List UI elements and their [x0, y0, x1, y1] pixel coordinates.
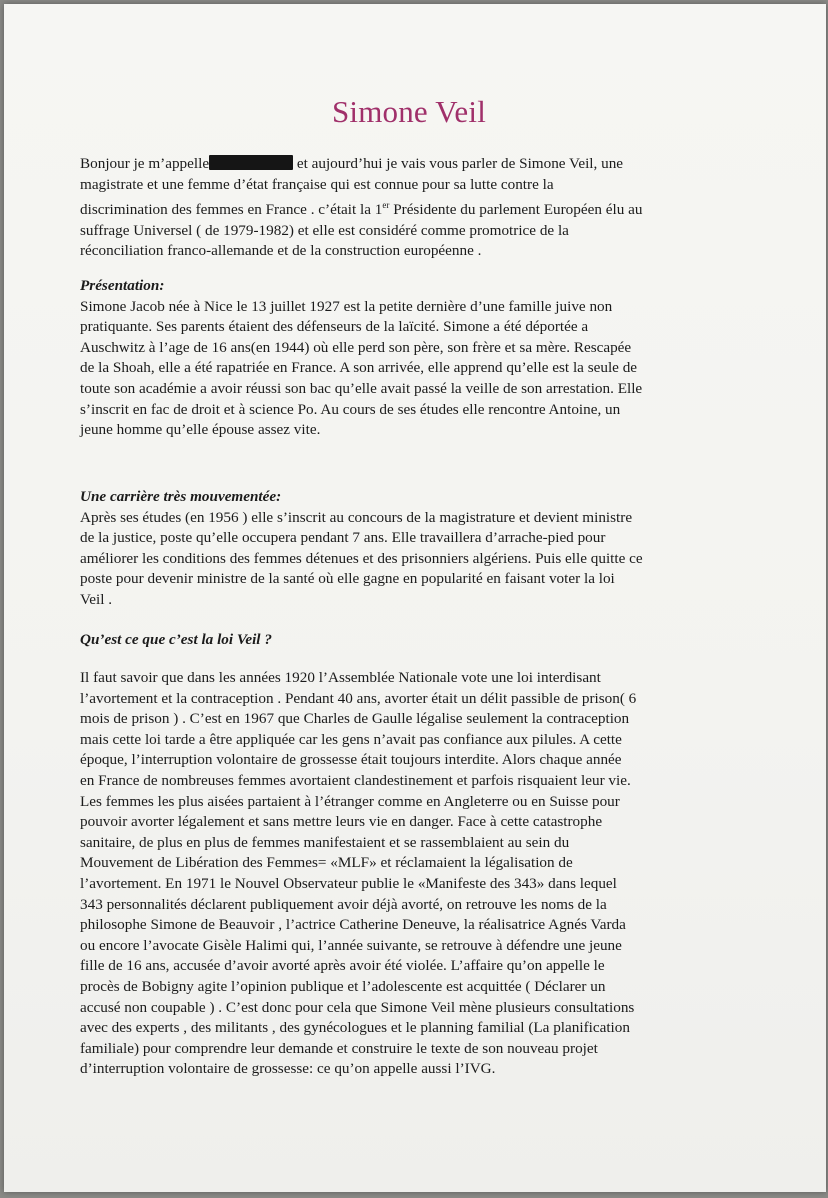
text-line: poste pour devenir ministre de la santé où elle gagne en popularité en faisant voter la loi [80, 570, 615, 588]
text-line: en France de nombreuses femmes avortaient clandestinement et parfois risquaient leur vie. [80, 771, 631, 789]
redacted-name [209, 155, 293, 170]
text-line: d’interruption volontaire de grossesse: ce qu’on appelle aussi l’IVG. [80, 1060, 496, 1078]
text-line: Simone Jacob née à Nice le 13 juillet 1927 est la petite dernière d’une famille juive non [80, 297, 613, 315]
text-line: mais cette loi tarde a être appliquée car les gens n’avait pas confiance aux pilules. A cette [80, 730, 622, 748]
text-line: Les femmes les plus aisées partaient à l’étranger comme en Angleterre ou en Suisse pour [80, 792, 620, 810]
text-line: fille de 16 ans, accusée d’avoir avorté après avoir été violée. L’affaire qu’on appelle le [80, 957, 605, 975]
text-line: jeune homme qu’elle épouse assez vite. [80, 421, 321, 439]
section-heading: Présentation: [80, 277, 165, 294]
text-line: 343 personnalités déclarent publiquement avoir déjà avorté, on retrouve les noms de la [80, 895, 607, 913]
intro-line: suffrage Universel ( de 1979-1982) et elle est considéré comme promotrice de la [80, 221, 569, 239]
text-line: Il faut savoir que dans les années 1920 l’Assemblée Nationale vote une loi interdisant [80, 669, 601, 686]
text-line: toute son académie a avoir réussi son bac qu’elle avait passé la veille de son arrestation. Elle [80, 379, 643, 397]
text-line: familiale) pour comprendre leur demande et construire le texte de son nouveau projet [80, 1039, 598, 1057]
presentation-text [80, 297, 740, 441]
text-line: époque, l’interruption volontaire de grossesse était toujours interdite. Alors chaque année [80, 751, 622, 769]
text-line: pratiquante. Ses parents étaient des défenseurs de la laïcité. Simone a été déportée a [80, 318, 589, 336]
text-line: l’avortement et la contraception . Pendant 40 ans, avorter était un délit passible de prison( 6 [80, 689, 637, 707]
text-line: Mouvement de Libération des Femmes= «MLF» et réclamaient la légalisation de [80, 854, 573, 872]
text-line: sanitaire, de plus en plus de femmes manifestaient et se rassemblaient au sein du [80, 833, 570, 851]
intro-paragraph [80, 154, 740, 262]
text-line: de la Shoah, elle a été rapatriée en France. A son arrivée, elle apprend qu’elle est la seule de [80, 359, 638, 377]
intro-line: discrimination des femmes en France . c’était la 1er Présidente du parlement Européen élu au [80, 200, 643, 219]
text-line: philosophe Simone de Beauvoir , l’actrice Catherine Deneuve, la réalisatrice Agnés Varda [80, 916, 626, 934]
text-line: Après ses études (en 1956 ) elle s’inscrit au concours de la magistrature et devient ministre [80, 508, 633, 526]
career-text [80, 508, 740, 611]
presentation-section [80, 276, 740, 441]
text-line: améliorer les conditions des femmes détenues et des prisonniers algériens. Puis elle quitte ce [80, 549, 643, 567]
text-line: l’avortement. En 1971 le Nouvel Observateur publie le «Manifeste des 343» dans lequel [80, 874, 617, 892]
intro-line: réconciliation franco-allemande et de la construction européenne . [80, 242, 482, 260]
text-line: procès de Bobigny agite l’opinion publique et l’adolescente est acquittée ( Déclarer un [80, 977, 606, 995]
loi-text [80, 668, 740, 1080]
intro-line: magistrate et une femme d’état française qui est connue pour sa lutte contre la [80, 175, 554, 193]
text-line: pouvoir avorter légalement et sans mettre leurs vie en danger. Face à cette catastrophe [80, 813, 603, 831]
loi-section [80, 668, 740, 1080]
text-line: Auschwitz à l’age de 16 ans(en 1944) où elle perd son père, son frère et sa mère. Rescapée [80, 338, 632, 356]
text-line: mois de prison ) . C’est en 1967 que Charles de Gaulle légalise seulement la contraception [80, 710, 630, 728]
text-line: ou encore l’avocate Gisèle Halimi qui, l’année suivante, se retrouve à défendre une jeune [80, 936, 622, 954]
page-title: Simone Veil [331, 94, 487, 129]
text-line: s’inscrit en fac de droit et à science Po. Au cours de ses études elle rencontre Antoine, un [80, 400, 621, 418]
text-line: Veil . [80, 590, 113, 608]
document-page [4, 4, 826, 1192]
loi-heading-block [80, 630, 740, 651]
section-heading: Une carrière très mouvementée: [80, 488, 282, 505]
intro-line: Bonjour je m’appelle et aujourd’hui je vais vous parler de Simone Veil, une [80, 155, 624, 172]
text-line: de la justice, poste qu’elle occupera pendant 7 ans. Elle travaillera d’arrache-pied pour [80, 529, 606, 547]
section-heading: Qu’est ce que c’est la loi Veil ? [80, 631, 272, 648]
career-section [80, 487, 740, 611]
text-line: avec des experts , des militants , des gynécologues et le planning familial (La planification [80, 1019, 630, 1037]
text-line: accusé non coupable ) . C’est donc pour cela que Simone Veil mène plusieurs consultations [80, 998, 635, 1016]
